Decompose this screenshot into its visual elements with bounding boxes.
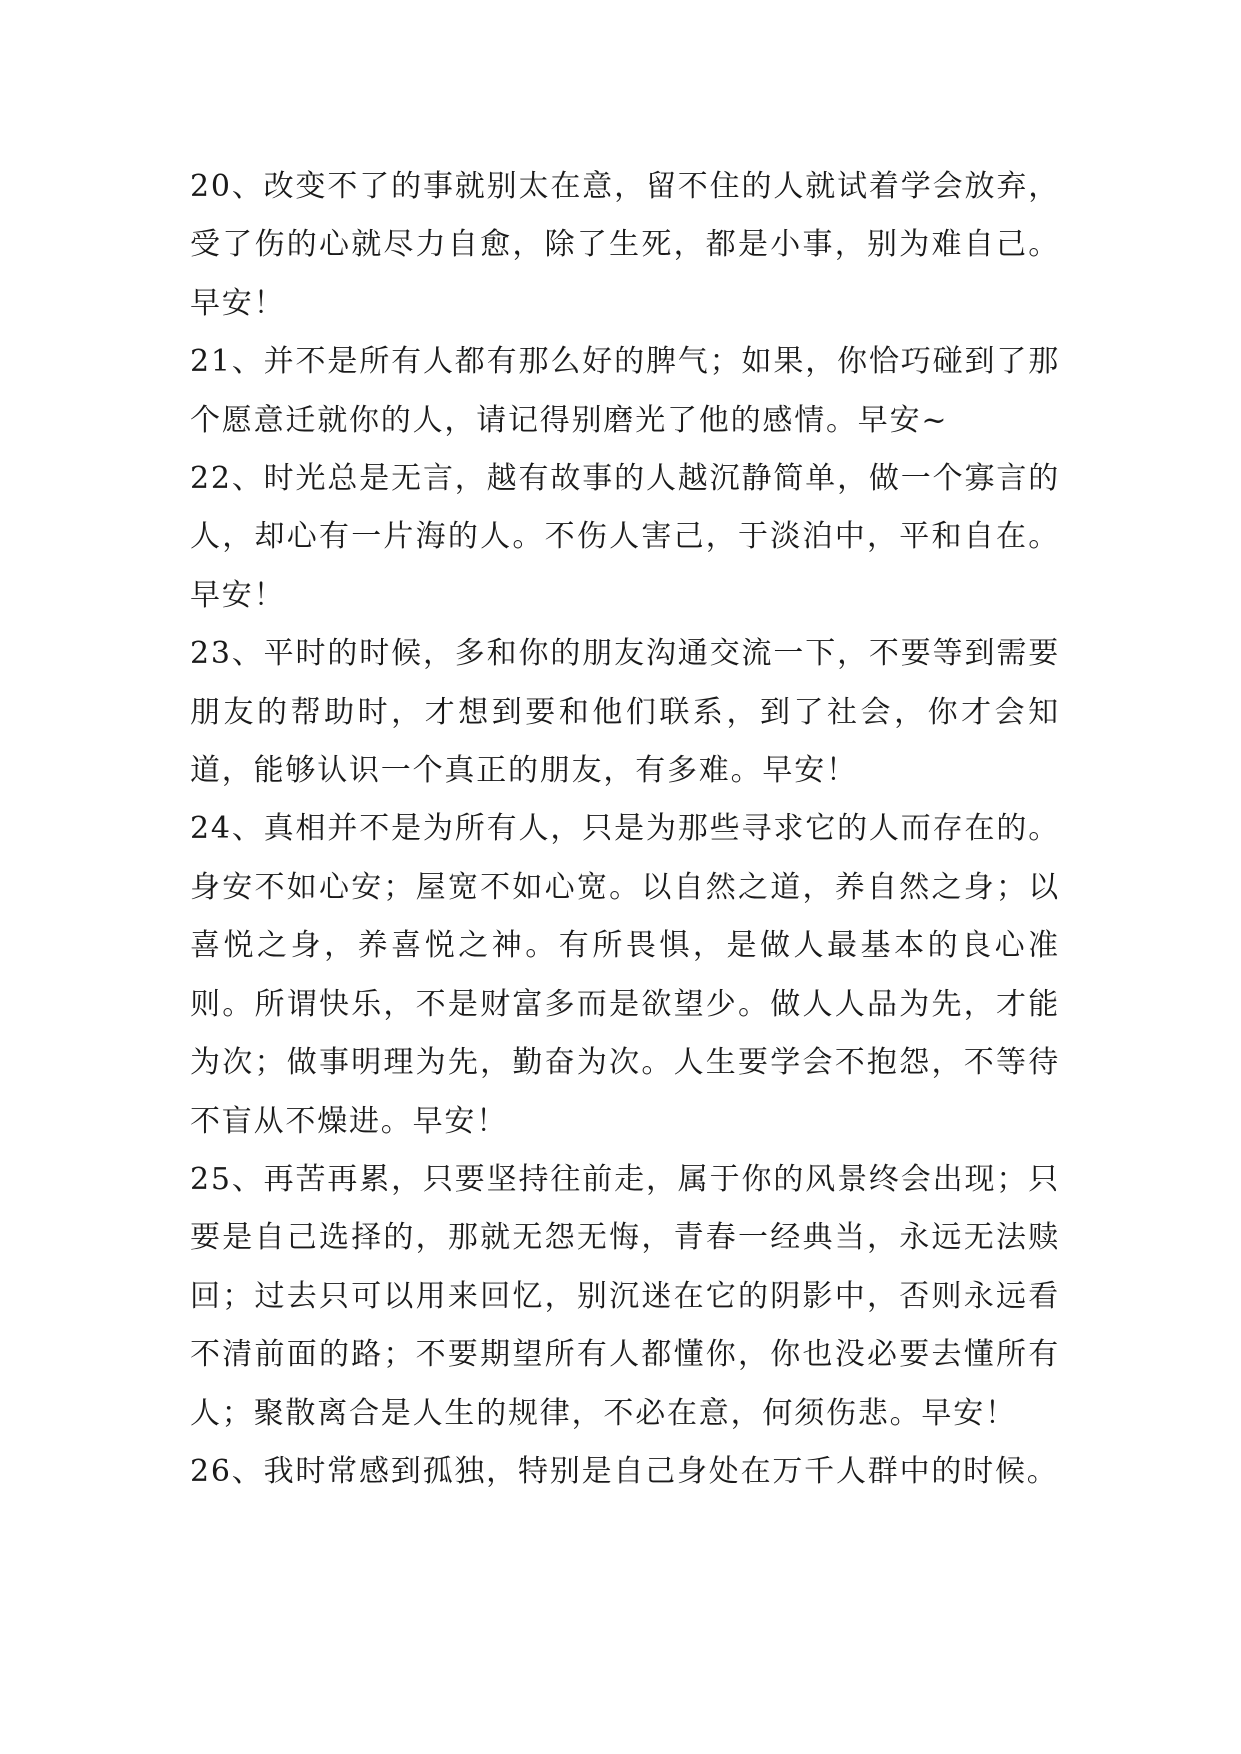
- paragraph-26: 26、我时常感到孤独，特别是自己身处在万千人群中的时候。: [190, 1453, 1059, 1489]
- paragraph-20: 20、改变不了的事就别太在意，留不住的人就试着学会放弃，受了伤的心就尽力自愈，除了生死，都是小事，别为难自己。早安！: [190, 169, 1060, 321]
- paragraph-25: 25、再苦再累，只要坚持往前走，属于你的风景终会出现；只要是自己选择的，那就无怨无悔，青春一经典当，永远无法赎回；过去只可以用来回忆，别沉迷在它的阴影中，否则永远看不清前面的路；不要期望所有人都懂你，你也没必要去懂所有人；聚散离合是人生的规律，不必在意，何须伤悲。早安！: [190, 1161, 1060, 1431]
- paragraph-23: 23、平时的时候，多和你的朋友沟通交流一下，不要等到需要朋友的帮助时，才想到要和他们联系，到了社会，你才会知道，能够认识一个真正的朋友，有多难。早安！: [190, 636, 1060, 789]
- document-body: [190, 158, 1060, 1501]
- paragraph-22: 22、时光总是无言，越有故事的人越沉静简单，做一个寡言的人，却心有一片海的人。不伤人害己，于淡泊中，平和自在。早安！: [190, 461, 1060, 613]
- paragraph-24: 24、真相并不是为所有人，只是为那些寻求它的人而存在的。身安不如心安；屋宽不如心宽。以自然之道，养自然之身；以喜悦之身，养喜悦之神。有所畏惧，是做人最基本的良心准则。所谓快乐，不是财富多而是欲望少。做人人品为先，才能为次；做事明理为先，勤奋为次。人生要学会不抱怨，不等待不盲从不燥进。早安！: [190, 811, 1060, 1139]
- paragraph-21: 21、并不是所有人都有那么好的脾气；如果，你恰巧碰到了那个愿意迁就你的人，请记得别磨光了他的感情。早安~: [190, 344, 1060, 438]
